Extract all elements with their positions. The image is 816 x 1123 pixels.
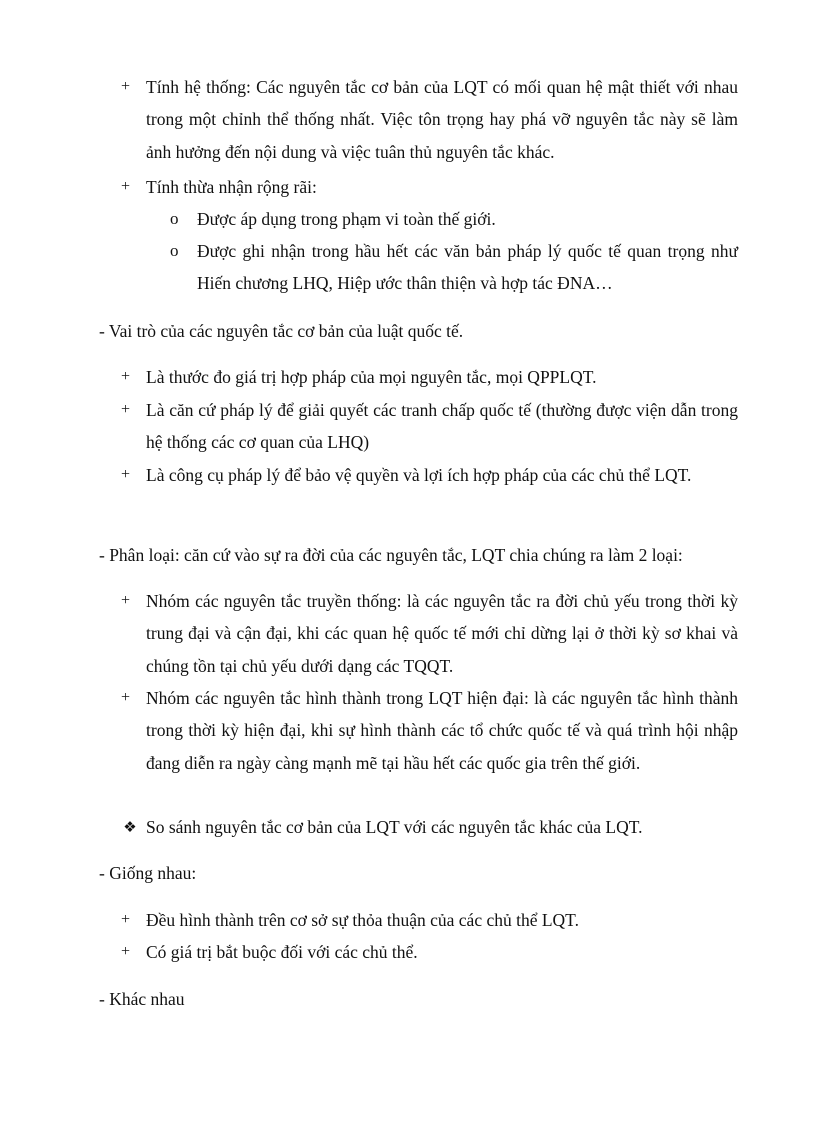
sub-item <box>170 203 738 235</box>
section-heading-classification: - Phân loại: căn cứ vào sự ra đời của các nguyên tắc, LQT chia chúng ra làm 2 loại: <box>99 545 683 565</box>
bullet-text: Tính hệ thống: Các nguyên tắc cơ bản của LQT có mối quan hệ mật thiết với nhau trong một chỉnh thể thống nhất. Việc tôn trọng hay phá vỡ nguyên tắc này sẽ làm ảnh hưởng đến nội dung và việc tuân thủ nguyên tắc khác. <box>146 77 738 162</box>
plus-bullet-icon: + <box>121 911 131 928</box>
bullet-text: Tính thừa nhận rộng rãi: <box>146 177 317 197</box>
plus-bullet-icon: + <box>121 178 131 195</box>
plus-bullet-icon: + <box>121 78 131 95</box>
bullet-item <box>121 459 738 491</box>
section-heading-role: - Vai trò của các nguyên tắc cơ bản của luật quốc tế. <box>99 321 464 341</box>
section-heading-similarities: - Giống nhau: <box>99 863 197 883</box>
plus-bullet-icon: + <box>121 401 131 418</box>
plus-bullet-icon: + <box>121 943 131 960</box>
plus-bullet-icon: + <box>121 368 131 385</box>
circle-bullet-icon: o <box>170 241 179 260</box>
sub-item-text: Được ghi nhận trong hầu hết các văn bản pháp lý quốc tế quan trọng như Hiến chương LHQ, Hiệp ước thân thiện và hợp tác ĐNA… <box>197 241 738 294</box>
sub-item-text: Được áp dụng trong phạm vi toàn thế giới. <box>197 209 496 229</box>
bullet-text: Nhóm các nguyên tắc truyền thống: là các nguyên tắc ra đời chủ yếu trong thời kỳ trung đại và cận đại, khi các quan hệ quốc tế mới chỉ dừng lại ở thời kỳ sơ khai và chúng tồn tại chủ yếu dưới dạng các TQQT. <box>146 591 738 676</box>
plus-bullet-icon: + <box>121 689 131 706</box>
bullet-item <box>121 936 738 968</box>
bullet-item <box>121 585 738 682</box>
bullet-text: Là căn cứ pháp lý để giải quyết các tranh chấp quốc tế (thường được viện dẫn trong hệ thống các cơ quan của LHQ) <box>146 400 738 453</box>
bullet-text: Đều hình thành trên cơ sở sự thỏa thuận của các chủ thể LQT. <box>146 910 579 930</box>
bullet-item <box>121 394 738 459</box>
bullet-item <box>121 904 738 936</box>
section-heading-differences: - Khác nhau <box>99 989 185 1009</box>
comparison-text: So sánh nguyên tắc cơ bản của LQT với các nguyên tắc khác của LQT. <box>146 817 643 837</box>
circle-bullet-icon: o <box>170 209 179 228</box>
sub-item <box>170 235 738 300</box>
comparison-heading <box>123 811 746 843</box>
plus-bullet-icon: + <box>121 592 131 609</box>
bullet-text: Là công cụ pháp lý để bảo vệ quyền và lợi ích hợp pháp của các chủ thể LQT. <box>146 465 692 485</box>
bullet-item-recognition <box>121 171 738 203</box>
diamond-bullet-icon: ❖ <box>123 818 137 836</box>
bullet-item <box>121 682 738 779</box>
bullet-text: Có giá trị bắt buộc đối với các chủ thể. <box>146 942 418 962</box>
plus-bullet-icon: + <box>121 466 131 483</box>
bullet-item <box>121 361 738 393</box>
bullet-item-systematic <box>121 71 738 168</box>
bullet-text: Là thước đo giá trị hợp pháp của mọi nguyên tắc, mọi QPPLQT. <box>146 367 597 387</box>
bullet-text: Nhóm các nguyên tắc hình thành trong LQT hiện đại: là các nguyên tắc hình thành trong thời kỳ hiện đại, khi sự hình thành các tổ chức quốc tế và quá trình hội nhập đang diễn ra ngày càng mạnh mẽ tại hầu hết các quốc gia trên thế giới. <box>146 688 738 773</box>
